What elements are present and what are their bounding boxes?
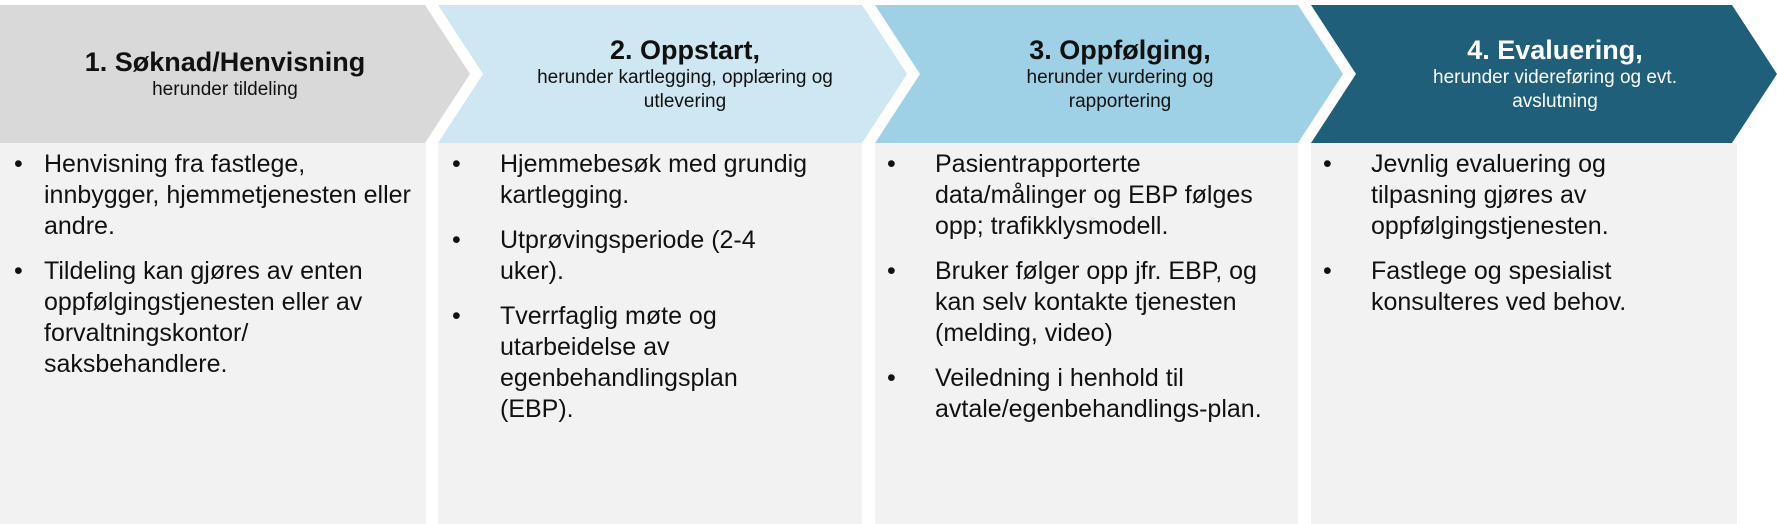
step-1-header	[0, 5, 450, 143]
step-1-details	[0, 143, 426, 524]
bullet-icon: •	[887, 257, 896, 285]
bullet-icon: •	[452, 226, 461, 254]
step-4-details	[1311, 143, 1737, 524]
list-item	[1323, 256, 1697, 318]
bullet-text: Hjemmebesøk med grundig kartlegging.	[500, 150, 808, 209]
bullet-text: Tverrfaglig møte og utarbeidelse av egenbehandlingsplan (EBP).	[500, 302, 738, 423]
step-2-details	[438, 143, 862, 524]
bullet-text: Fastlege og spesialist konsulteres ved behov.	[1371, 257, 1627, 316]
bullet-text: Jevnlig evaluering og tilpasning gjøres av oppfølgingstjenesten.	[1371, 150, 1609, 240]
bullet-text: Veiledning i henhold til avtale/egenbehandlings-plan.	[935, 364, 1262, 423]
bullet-text: Henvisning fra fastlege, innbygger, hjemmetjenesten eller andre.	[44, 150, 411, 240]
bullet-icon: •	[1323, 150, 1332, 178]
list-item	[14, 149, 422, 242]
list-item	[887, 149, 1298, 242]
list-item	[452, 149, 812, 211]
step-subtitle: herunder tildeling	[152, 79, 298, 100]
bullet-icon: •	[14, 150, 23, 178]
step-3-header	[925, 5, 1315, 143]
step-title: 4. Evaluering,	[1467, 35, 1643, 65]
step-subtitle: herunder kartlegging, opplæring og utlevering	[537, 67, 833, 112]
bullet-text: Pasientrapporterte data/målinger og EBP følges opp; trafikklysmodell.	[935, 150, 1253, 240]
bullet-icon: •	[887, 150, 896, 178]
step-3-details	[875, 143, 1298, 524]
bullet-text: Utprøvingsperiode (2-4 uker).	[500, 226, 756, 285]
bullet-icon: •	[887, 364, 896, 392]
list-item	[14, 256, 422, 380]
step-subtitle: herunder vurdering og rapportering	[1026, 67, 1214, 112]
bullet-icon: •	[14, 257, 23, 285]
bullet-text: Tildeling kan gjøres av enten oppfølgingstjenesten eller av forvaltningskontor/ saksbehandlere.	[44, 257, 363, 378]
step-title: 3. Oppfølging,	[1029, 35, 1211, 65]
bullet-icon: •	[452, 150, 461, 178]
step-4-header	[1360, 5, 1750, 143]
list-item	[887, 363, 1298, 425]
step-title: 2. Oppstart,	[609, 35, 761, 65]
step-subtitle: herunder videreføring og evt. avslutning	[1433, 67, 1677, 112]
bullet-icon: •	[452, 302, 461, 330]
step-title: 1. Søknad/Henvisning	[84, 47, 366, 77]
bullet-text: Bruker følger opp jfr. EBP, og kan selv kontakte tjenesten (melding, video)	[935, 257, 1257, 347]
list-item	[452, 225, 812, 287]
list-item	[452, 301, 812, 425]
list-item	[887, 256, 1298, 349]
step-2-header	[490, 5, 880, 143]
list-item	[1323, 149, 1697, 242]
bullet-icon: •	[1323, 257, 1332, 285]
